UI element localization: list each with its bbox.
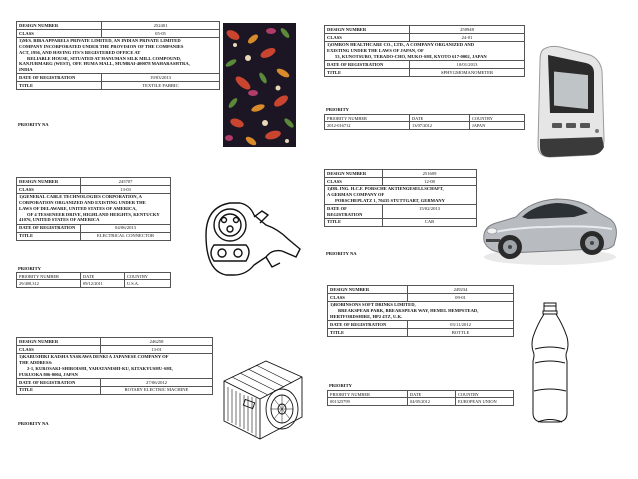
priority-header-number: PRIORITY NUMBER — [325, 115, 410, 122]
design-card-5 — [327, 285, 622, 425]
priority-header-date: DATE — [410, 115, 470, 122]
registration-date: 15/02/2013 — [383, 205, 477, 219]
bottle-icon — [525, 301, 575, 425]
registration-date: 27/06/2012 — [101, 378, 213, 386]
applicant-address: 1)ROBINSONS SOFT DRINKS LIMITED, BREAKSPEAR PARK, BREAKSPEAR WAY, HEMEL HEMPSTEAD, HERTFORDSHIRE, HP2 4TZ, U.K. — [328, 301, 514, 320]
applicant-address: 1)KABUSHIKI KAISHA YASKAWA DENKI A JAPANESE COMPANY OF THE ADDRESS: 2-1, KUROSAKI-SHIROISHI, YAHATANISHI-KU, KITAKYUSHU-SHI, FUKUOKA 806-0004, JAPAN — [17, 353, 213, 378]
registration-date: 03/11/2012 — [408, 321, 514, 329]
class-value: 12-08 — [383, 177, 477, 185]
design-number-label: DESIGN NUMBER — [325, 26, 410, 34]
date-label: DATE OF REGISTRATION — [325, 205, 383, 219]
registration-table — [324, 25, 525, 77]
design-number: 246258 — [101, 338, 213, 346]
class-label: CLASS — [17, 185, 81, 193]
rotary-electric-machine-icon — [216, 351, 312, 445]
design-card-1 — [16, 21, 296, 149]
table-row: 001325799 04/05/2012 EUROPEAN UNION — [328, 398, 514, 405]
class-label: CLASS — [325, 33, 410, 41]
registration-table — [16, 21, 220, 90]
blood-pressure-monitor-icon — [530, 43, 611, 163]
design-number: 249234 — [408, 286, 514, 294]
applicant-address: 1)DR. ING. H.C.F. PORSCHE AKTIENGESELLSCHAFT, A GERMAN COMPANY OF PORSCHEPLATZ 1, 70435 STUTTGART, GERMANY — [325, 185, 477, 204]
class-value: 05-05 — [102, 29, 220, 37]
design-card-6 — [16, 337, 312, 447]
registration-table — [16, 337, 213, 395]
priority-label: PRIORITY — [18, 266, 41, 271]
class-value: 13-03 — [81, 185, 171, 193]
priority-label: PRIORITY NA — [326, 251, 357, 256]
priority-header-date: DATE — [408, 391, 456, 398]
registration-date: 04/06/2013 — [81, 224, 171, 232]
blood-pressure-monitor-image — [530, 43, 611, 163]
sports-car-icon — [478, 183, 620, 269]
date-label: DATE OF REGISTRATION — [325, 61, 410, 69]
floral-fabric-icon — [223, 23, 296, 147]
design-title: SPHYGMOMANOMETER — [410, 69, 525, 77]
design-card-2 — [324, 25, 611, 149]
design-number-label: DESIGN NUMBER — [328, 286, 408, 294]
design-title: ROTARY ELECTRIC MACHINE — [101, 386, 213, 394]
rotary-electric-machine-image — [216, 351, 312, 445]
class-label: CLASS — [325, 177, 383, 185]
title-label: TITLE — [325, 218, 383, 226]
electrical-connector-image — [196, 195, 304, 281]
title-label: TITLE — [17, 386, 101, 394]
applicant-address: 1)GENERAL CABLE TECHNOLOGIES CORPORATION, A CORPORATION ORGANIZED AND EXISTING UNDER THE LAWS OF DELAWARE, UNITED STATES OF AMERICA, OF 4 TESSENEER DRIVE, HIGHLAND HEIGHTS, KENTUCKY 41076, UNITED STATES OF AMERICA — [17, 193, 171, 224]
registration-table — [16, 177, 171, 241]
class-label: CLASS — [17, 29, 102, 37]
design-title: BOTTLE — [408, 329, 514, 337]
title-label: TITLE — [325, 69, 410, 77]
design-title: TEXTILE FABRIC — [102, 82, 220, 90]
design-number: 245707 — [81, 178, 171, 186]
design-number-label: DESIGN NUMBER — [325, 170, 383, 178]
design-number: 252401 — [102, 22, 220, 30]
class-value: 13-01 — [101, 345, 213, 353]
date-label: DATE OF REGISTRATION — [17, 74, 102, 82]
priority-label: PRIORITY — [329, 383, 352, 388]
title-label: TITLE — [17, 232, 81, 240]
priority-header-country: COUNTRY — [456, 391, 514, 398]
priority-label: PRIORITY NA — [18, 122, 49, 127]
priority-header-number: PRIORITY NUMBER — [17, 273, 81, 280]
priority-label: PRIORITY — [326, 107, 349, 112]
title-label: TITLE — [328, 329, 408, 337]
class-label: CLASS — [17, 345, 101, 353]
date-label: DATE OF REGISTRATION — [17, 378, 101, 386]
date-label: DATE OF REGISTRATION — [328, 321, 408, 329]
class-value: 24-01 — [410, 33, 525, 41]
design-card-3 — [16, 177, 304, 297]
design-card-4 — [324, 169, 620, 281]
title-label: TITLE — [17, 82, 102, 90]
registration-date: 19/03/2013 — [102, 74, 220, 82]
sports-car-image — [478, 183, 620, 269]
registration-table — [327, 285, 514, 337]
priority-label: PRIORITY NA — [18, 421, 49, 426]
registration-table — [324, 169, 477, 227]
floral-textile-fabric-image — [223, 23, 296, 147]
design-number-label: DESIGN NUMBER — [17, 22, 102, 30]
priority-table — [327, 390, 514, 406]
design-title: ELECTRICAL CONNECTOR — [81, 232, 171, 240]
table-row: 2012-016712 13/07/2012 JAPAN — [325, 122, 525, 129]
electrical-connector-icon — [196, 195, 304, 281]
registration-date: 10/01/2013 — [410, 61, 525, 69]
class-label: CLASS — [328, 293, 408, 301]
applicant-address: 1)OMRON HEALTHCARE CO., LTD., A COMPANY ORGANIZED AND EXISTING UNDER THE LAWS OF JAPAN, OF 53, KUNOTSUBO, TERADO-CHO, MUKO-SHI, KYOTO 617-0002, JAPAN — [325, 41, 525, 60]
design-title: CAR — [383, 218, 477, 226]
priority-header-country: COUNTRY — [125, 273, 171, 280]
priority-header-country: COUNTRY — [470, 115, 525, 122]
bottle-image — [525, 301, 575, 425]
priority-table — [324, 114, 525, 130]
date-label: DATE OF REGISTRATION — [17, 224, 81, 232]
design-number: 251609 — [383, 170, 477, 178]
priority-table — [16, 272, 171, 288]
applicant-address: 1)M/S. BIBA APPARELS PRIVATE LIMITED, AN INDIAN PRIVATE LIMITED COMPANY INCORPORATED UNDER THE PROVISION OF THE COMPANIES ACT, 1956, AND HAVING ITS'S REGISTERED OFFICE AT RELIABLE HOUSE, SITUATED AT HANUMAN SILK MILL COMPOUND, KANJURMARG (WEST), OFF. HUMA MALL, MUMBAI-400078 MAHARASHTRA, INDIA — [17, 37, 220, 74]
priority-header-date: DATE — [81, 273, 125, 280]
design-number-label: DESIGN NUMBER — [17, 178, 81, 186]
design-number: 250948 — [410, 26, 525, 34]
design-number-label: DESIGN NUMBER — [17, 338, 101, 346]
table-row: 29/408,312 09/12/2011 U.S.A. — [17, 280, 171, 287]
class-value: 09-01 — [408, 293, 514, 301]
priority-header-number: PRIORITY NUMBER — [328, 391, 408, 398]
